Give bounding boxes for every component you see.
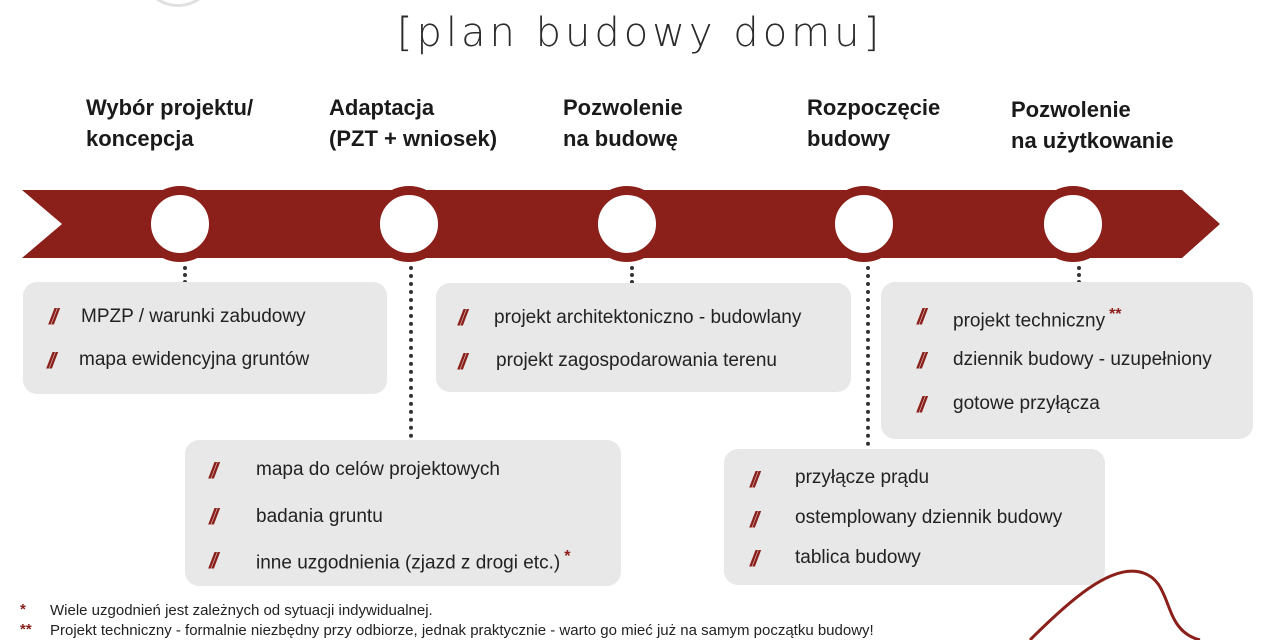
connector-2 — [409, 266, 413, 438]
asterisk-note: * — [564, 548, 571, 565]
footnote-1: Wiele uzgodnień jest zależnych od sytuacji indywidualnej. — [50, 602, 433, 619]
list-item: badania gruntu — [256, 506, 383, 527]
list-item: projekt techniczny ** — [953, 306, 1122, 332]
footnote-mark-2: ** — [20, 621, 32, 638]
footnote-2: Projekt techniczny - formalnie niezbędny przy odbiorze, jednak praktycznie - warto go mieć już na samym początku budowy! — [50, 622, 874, 639]
stage-node-2 — [371, 186, 447, 262]
list-item: tablica budowy — [795, 547, 921, 568]
connector-3 — [630, 266, 634, 284]
item-marker: // — [750, 507, 757, 532]
item-marker: // — [917, 304, 924, 329]
item-marker: // — [209, 504, 216, 529]
list-item: gotowe przyłącza — [953, 393, 1100, 414]
requirements-box-3 — [436, 283, 851, 392]
stage-title-5: Pozwolenie na użytkowanie — [1011, 97, 1174, 153]
list-item: projekt architektoniczno - budowlany — [494, 307, 802, 328]
item-marker: // — [458, 305, 465, 330]
stage-title-1: Wybór projektu/ koncepcja — [86, 95, 254, 151]
decorative-arc — [140, 0, 216, 7]
list-item: mapa ewidencyjna gruntów — [79, 349, 310, 370]
stage-node-3 — [589, 186, 665, 262]
item-marker: // — [917, 392, 924, 417]
double-asterisk-note: ** — [1109, 306, 1122, 323]
requirements-box-5 — [881, 282, 1253, 439]
item-marker: // — [750, 546, 757, 571]
stage-node-5 — [1035, 186, 1111, 262]
list-item: dziennik budowy - uzupełniony — [953, 349, 1212, 370]
list-item: przyłącze prądu — [795, 467, 930, 488]
item-marker: // — [458, 349, 465, 374]
stage-title-4: Rozpoczęcie budowy — [807, 95, 941, 151]
list-item: MPZP / warunki zabudowy — [81, 306, 306, 327]
stage-node-4 — [826, 186, 902, 262]
stage-title-3: Pozwolenie na budowę — [563, 95, 683, 151]
item-marker: // — [917, 348, 924, 373]
stage-title-2: Adaptacja (PZT + wniosek) — [329, 95, 498, 151]
decorative-curve — [1000, 560, 1280, 640]
list-item: projekt zagospodarowania terenu — [496, 350, 777, 371]
list-item: ostemplowany dziennik budowy — [795, 507, 1063, 528]
requirements-box-2 — [185, 440, 621, 586]
item-marker: // — [47, 348, 54, 373]
requirements-box-1 — [23, 282, 387, 394]
item-marker: // — [209, 548, 216, 573]
item-marker: // — [750, 467, 757, 492]
list-item: mapa do celów projektowych — [256, 459, 500, 480]
page-subtitle: [plan budowy domu] — [396, 10, 884, 56]
item-marker: // — [209, 458, 216, 483]
list-item: inne uzgodnienia (zjazd z drogi etc.) * — [256, 548, 571, 574]
footnote-mark-1: * — [20, 601, 26, 618]
stage-node-1 — [142, 186, 218, 262]
connector-4 — [866, 266, 870, 446]
item-marker: // — [49, 304, 56, 329]
